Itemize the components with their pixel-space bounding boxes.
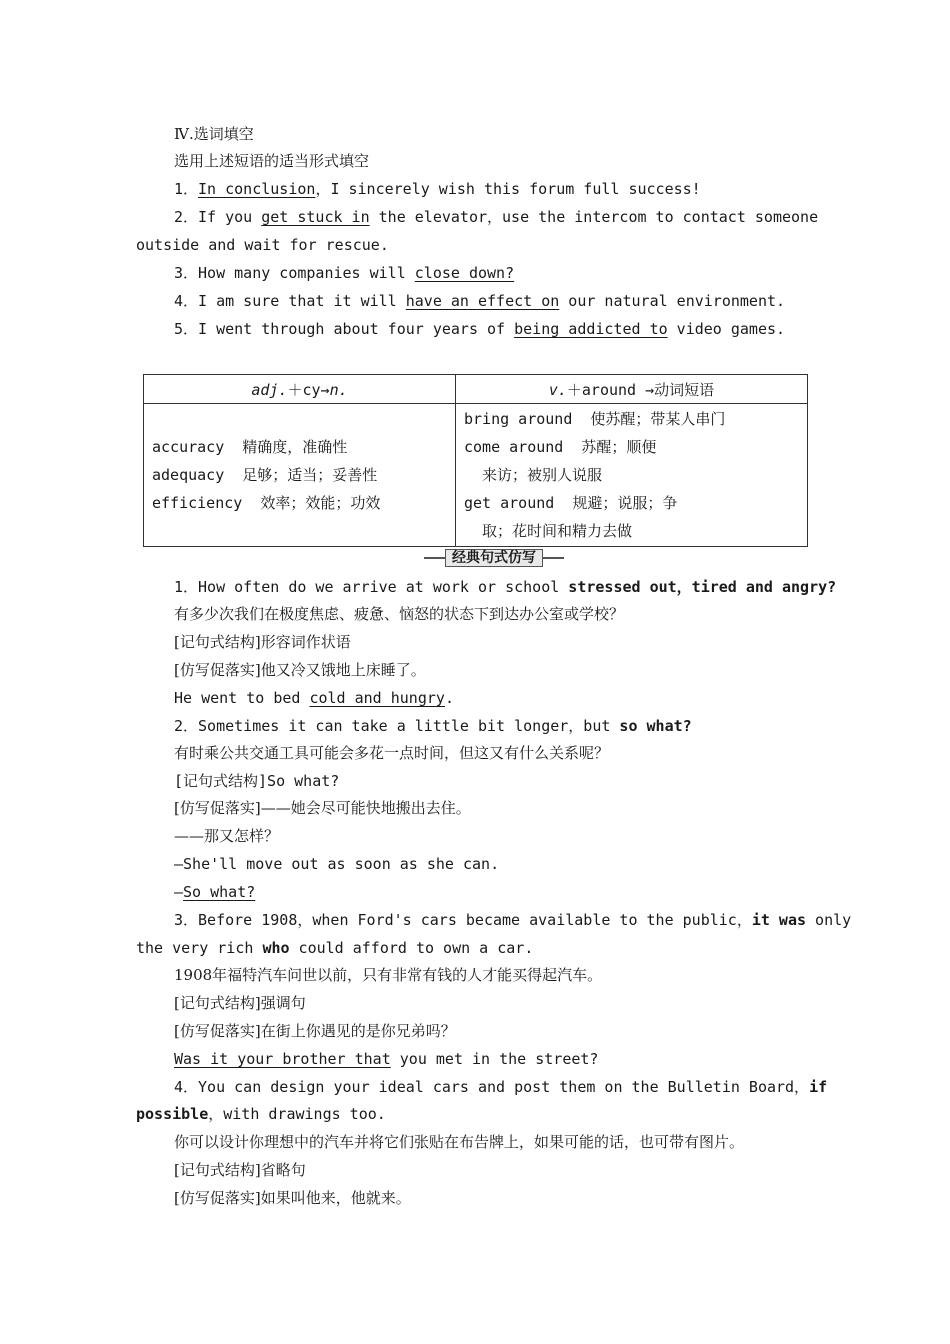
sentence-4-practice: [仿写促落实]如果叫他来，他就来。 xyxy=(174,1189,411,1207)
sentence-4-struct: [记句式结构]省略句 xyxy=(174,1161,306,1179)
table-cell-left xyxy=(144,404,456,547)
exercise-item-4: 4．I am sure that it will have an effect on our natural environment. xyxy=(174,292,786,310)
vocab-entry: accuracy 精确度，准确性 xyxy=(152,438,348,456)
vocab-entry: adequacy 足够；适当；妥善性 xyxy=(152,466,378,484)
exercise-item-1: 1．In conclusion，I sincerely wish this forum full success! xyxy=(174,180,701,198)
exercise-item-2-cont: outside and wait for rescue. xyxy=(136,236,389,254)
exercise-item-2: 2．If you get stuck in the elevator，use the intercom to contact someone xyxy=(174,208,819,226)
vocab-table xyxy=(143,374,808,547)
sentence-3-en: 3．Before 1908，when Ford's cars became available to the public，it was only xyxy=(174,911,852,929)
sentence-3-practice: [仿写促落实]在街上你遇见的是你兄弟吗？ xyxy=(174,1022,456,1040)
vocab-entry: get around 规避；说服；争 xyxy=(464,494,678,512)
sentence-1-answer: He went to bed cold and hungry. xyxy=(174,689,454,707)
sentence-2-dialog-1: —She'll move out as soon as she can. xyxy=(174,855,500,873)
answer-blank: have an effect on xyxy=(405,292,560,310)
vocab-entry: 取；花时间和精力去做 xyxy=(464,522,633,540)
table-header-left: adj.＋cy→n. xyxy=(144,375,456,404)
vocab-entry: efficiency 效率；效能；功效 xyxy=(152,494,381,512)
sentence-1-practice: [仿写促落实]他又冷又饿地上床睡了。 xyxy=(174,661,426,679)
sentence-2-en: 2．Sometimes it can take a little bit longer，but so what? xyxy=(174,717,692,735)
sentence-3-en-cont: the very rich who could afford to own a car. xyxy=(136,939,534,957)
answer-blank: close down? xyxy=(414,264,515,282)
sentence-2-practice-2: ——那又怎样？ xyxy=(174,827,280,845)
answer-blank: Was it your brother that xyxy=(174,1050,391,1068)
sentence-4-en: 4．You can design your ideal cars and post them on the Bulletin Board，if xyxy=(174,1078,828,1096)
sentence-2-struct: [记句式结构]So what? xyxy=(174,772,340,790)
answer-blank: In conclusion xyxy=(198,180,316,198)
sentence-1-struct: [记句式结构]形容词作状语 xyxy=(174,633,351,651)
banner-title: 经典句式仿写 xyxy=(445,549,543,567)
section-banner xyxy=(424,549,564,567)
sentence-1-cn: 有多少次我们在极度焦虑、疲惫、恼怒的状态下到达办公室或学校？ xyxy=(174,605,625,623)
sentence-4-cn: 你可以设计你理想中的汽车并将它们张贴在布告牌上，如果可能的话，也可带有图片。 xyxy=(174,1133,745,1151)
answer-blank: cold and hungry xyxy=(309,689,445,707)
sentence-2-practice: [仿写促落实]——她会尽可能快地搬出去住。 xyxy=(174,799,471,817)
sentence-2-cn: 有时乘公共交通工具可能会多花一点时间，但这又有什么关系呢？ xyxy=(174,744,610,762)
table-header-right: v.＋around →动词短语 xyxy=(456,375,808,404)
table-cell-right xyxy=(456,404,808,547)
section-heading: Ⅳ.选词填空 xyxy=(174,125,254,143)
exercise-item-3: 3．How many companies will close down? xyxy=(174,264,515,282)
sentence-3-struct: [记句式结构]强调句 xyxy=(174,994,306,1012)
exercise-item-5: 5．I went through about four years of being addicted to video games. xyxy=(174,320,786,338)
section-instruction: 选用上述短语的适当形式填空 xyxy=(174,152,370,170)
sentence-2-dialog-2: —So what? xyxy=(174,883,256,901)
sentence-1-en: 1．How often do we arrive at work or school stressed out，tired and angry? xyxy=(174,578,837,596)
vocab-entry: come around 苏醒；顺便 xyxy=(464,438,657,456)
vocab-entry: 来访；被别人说服 xyxy=(464,466,603,484)
sentence-3-answer: Was it your brother that you met in the street? xyxy=(174,1050,599,1068)
vocab-entry: bring around 使苏醒；带某人串门 xyxy=(464,410,726,428)
answer-blank: get stuck in xyxy=(261,208,370,226)
sentence-4-en-cont: possible，with drawings too. xyxy=(136,1105,386,1123)
answer-blank: being addicted to xyxy=(514,320,668,338)
sentence-3-cn: 1908年福特汽车问世以前，只有非常有钱的人才能买得起汽车。 xyxy=(174,966,603,984)
answer-blank: So what? xyxy=(183,883,256,901)
